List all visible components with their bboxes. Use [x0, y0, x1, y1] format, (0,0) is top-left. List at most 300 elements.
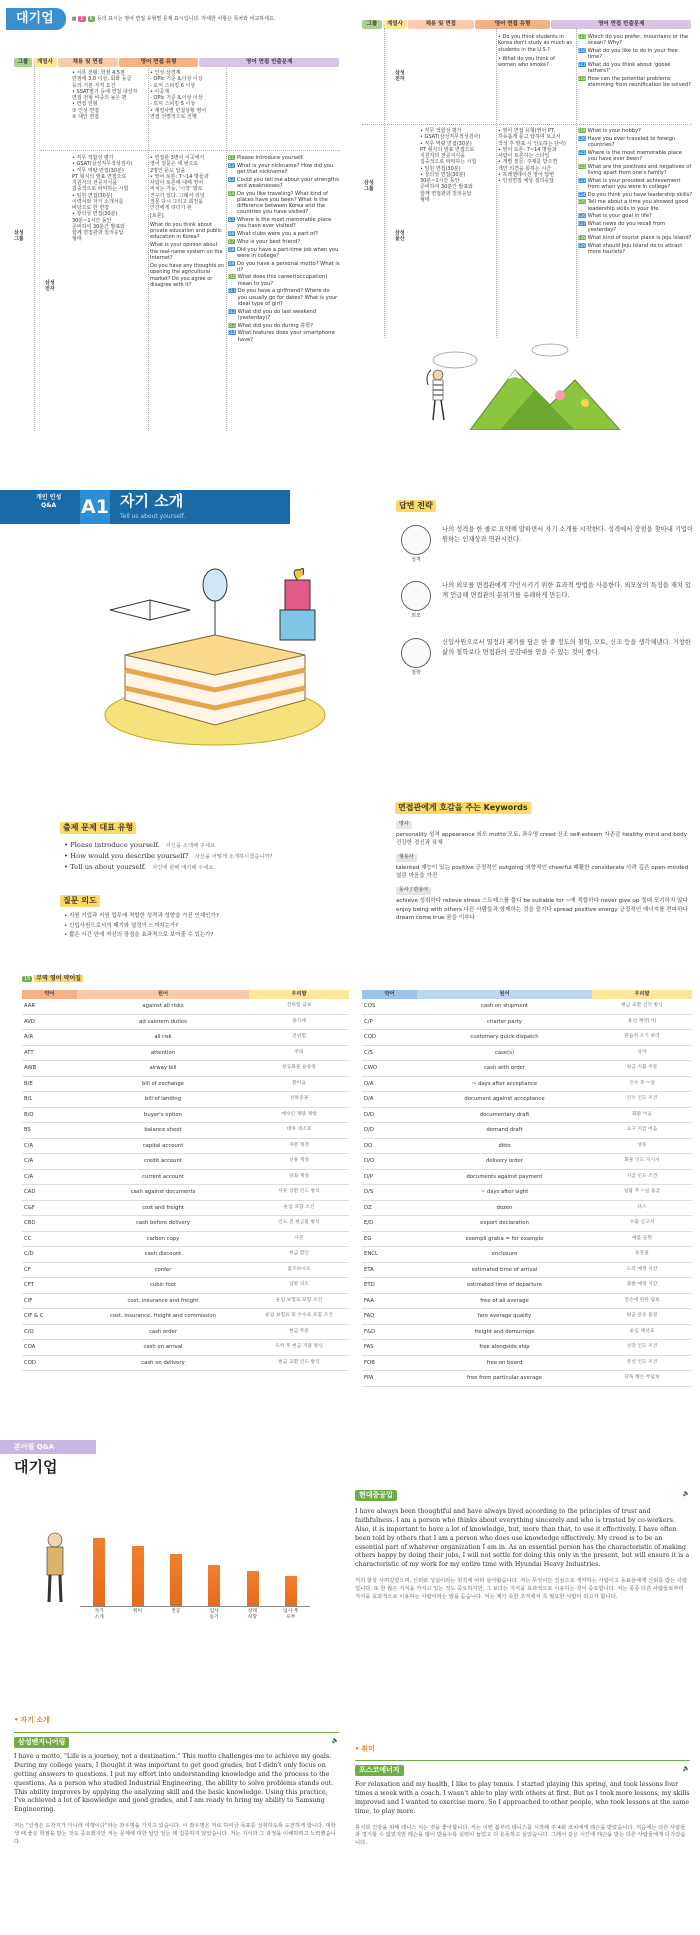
freq-item [64, 862, 324, 873]
korean-cell: 출발 예정 시간 [592, 1278, 692, 1294]
table-row [362, 1045, 692, 1061]
a1-title: 자기 소개 [120, 492, 184, 510]
korean-cell: 인수 인도 조건 [592, 1092, 692, 1108]
face-icon [401, 525, 431, 555]
question-number: E21 [578, 149, 586, 155]
question-text: What should Jeju Island do to attract more tourists? [587, 242, 683, 255]
question-number: E5 [228, 217, 235, 223]
question-number: E4 [228, 190, 235, 196]
abbr-header: 원어 [417, 990, 592, 999]
question-item [578, 178, 693, 190]
freq-title-wrap [60, 822, 136, 834]
table-row [362, 1262, 692, 1278]
table-row [22, 1293, 349, 1309]
korean-cell: 운임 체선료 [592, 1324, 692, 1340]
audio-icon[interactable]: 🔈 [682, 1765, 690, 1772]
korean-cell: 예를 들면 [592, 1231, 692, 1247]
table-row [22, 1138, 349, 1154]
bullet-icon: • [64, 922, 69, 929]
table-row [362, 1014, 692, 1030]
korean-cell: 요구 지급 어음 [592, 1123, 692, 1139]
original-cell: cash on delivery [77, 1355, 249, 1371]
company-type-badge: 대기업 [6, 8, 66, 30]
question-item [578, 62, 693, 74]
abbr-cell: AVD [22, 1014, 77, 1030]
question-text: What are the positives and negatives of living apart from one's family? [587, 163, 692, 176]
abbr-cell: DZ [362, 1200, 417, 1216]
question-item [578, 76, 693, 88]
question-item [228, 191, 340, 216]
self-intro-title: 자기 소개 [20, 1716, 50, 1724]
hyundai-ko: 저의 항상 사려깊었으며, 신뢰와 성실이라는 원칙에 따라 살아왔습니다. 저는 무엇이든 진심으로 생각하는 사람이고 동료들에게 신뢰를 받는 사람입니다. 또 한 많은 지식을 가지고 있는 것도 중요하지만, 그 보다는 지식을 효과적으로 이용하는 것이 중요합니다. 저는 종종 다른 사람들로부터 지식을 효과적으로 이용하는 사람이라는 말을 듣습니다. 저는 제가 속한 조직에서 꼭 필요한 사람이 되고자 합니다. [355, 1578, 688, 1600]
table-row [22, 1355, 349, 1371]
table-row [362, 1371, 692, 1387]
question-item [578, 243, 693, 255]
question-number: E22 [578, 163, 586, 169]
original-cell: confer [77, 1262, 249, 1278]
samsung-ko: 저는 "인생은 도착지가 아니라 여행이다"라는 좌우명을 가지고 있습니다. 이 좌우명은 저로 하여금 목표를 성취하도록 도전하게 합니다. 대학생 때 좋은 학점을 받는 것도 중요했지만 저는 문제에 대한 답만 얻는 데 집중하지 않았습니다. 저는 지식과 그 과정을 이해하려고 노력했습니다. [14, 1823, 336, 1845]
korean-cell: 용선 계약(서) [592, 1014, 692, 1030]
table-row [22, 1076, 349, 1092]
question-item [228, 261, 340, 273]
question-text: What do you like to do in your free time? [587, 47, 678, 61]
a1-category: 개인 인성 Q&A [36, 494, 62, 509]
question-text: What kind of tourist place is Jeju Island? [587, 235, 692, 242]
divider [496, 28, 497, 338]
divider [576, 28, 577, 338]
korean-cell: 대차 대조표 [249, 1123, 349, 1139]
cake-illustration [95, 540, 335, 750]
top-left-header-row [14, 58, 340, 67]
abbr-cell: B/E [22, 1076, 77, 1092]
question-number: E1 [228, 155, 235, 160]
question-text: What is your nickname? How did you get that nickname? [237, 162, 334, 175]
chart-category-label: 취미 [132, 1609, 143, 1614]
freq-ko: 자신에 관해 얘기해 주세요. [152, 865, 216, 872]
abbr-cell: FOB [362, 1355, 417, 1371]
original-cell: documents against payment [417, 1169, 592, 1185]
table-row [22, 1169, 349, 1185]
abbr-cell: C/P [362, 1014, 417, 1030]
abbr-cell: C&F [22, 1200, 77, 1216]
original-cell: fare average quality [417, 1309, 592, 1325]
question-number: E7 [228, 238, 235, 244]
table-row [362, 1076, 692, 1092]
top-right-header-row [362, 20, 692, 29]
kw-label: 명사 [396, 821, 412, 829]
original-cell: cost and freight [77, 1200, 249, 1216]
korean-cell: 선측 인도 조건 [592, 1340, 692, 1356]
row1-type: • 인성·상경계 - OPIc 기준 IL이상 이상 - 토익 스피킹 6 이상 • 이공계 - OPIc 기준 IL이상 이상 - 토익 스피킹 5 이상 • 계열사별 면접상황 영어 면접 선별적으로 진행 [150, 70, 207, 120]
book-icon [401, 638, 431, 668]
original-cell: documentary draft [417, 1107, 592, 1123]
question-number: E13 [228, 322, 236, 328]
strategy-item [396, 638, 696, 676]
korean-cell: 운임 포함 조건 [249, 1200, 349, 1216]
question-number: E23 [578, 177, 586, 183]
audio-icon[interactable]: 🔈 [331, 1737, 339, 1744]
strategy-list [396, 525, 696, 676]
table-row [362, 1247, 692, 1263]
table-row [22, 999, 349, 1015]
intent-title: 질문 의도 [60, 895, 100, 907]
strategy-title: 답변 전략 [396, 500, 436, 512]
kw-text: talented 재능이 있는 positive 긍정적인 outgoing 외향적인 cheerful 쾌활한 considerate 사려 깊은 open-minded 열린 마음을 가진 [396, 864, 689, 880]
legend-note: ■ E K 등의 표시는 영어 면접 유형별 문제 표시입니다. 자세한 사항은 목차와 비교하세요. [71, 16, 276, 22]
posco-head [355, 1765, 690, 1776]
table-row [22, 1123, 349, 1139]
question-item [228, 217, 340, 229]
chart-bar [285, 1576, 297, 1606]
abbr-cell: CF [22, 1262, 77, 1278]
original-cell: against all risks [77, 999, 249, 1015]
abbr-cell: CIF [22, 1293, 77, 1309]
bullet-icon: • [64, 913, 69, 919]
abbr-cell: D/D [362, 1123, 417, 1139]
abbr-cell: COD [22, 1355, 77, 1371]
table-row [362, 1324, 692, 1340]
intent-text: 짧은 시간 안에 자신의 장점을 효과적으로 보여줄 수 있는가? [69, 932, 214, 939]
question-number: E15 [578, 34, 586, 39]
original-cell: cash before delivery [77, 1216, 249, 1232]
question-number: E17 [578, 61, 586, 67]
question-item [228, 163, 340, 175]
abbr-cell: C/A [22, 1169, 77, 1185]
strategy-text: 나의 외모를 면접관에게 각인시키기 위한 효과적 방법을 사용한다. 외모상의 특징을 재치 있게 언급해 면접관의 분위기를 유쾌하게 만든다. [442, 582, 692, 600]
abbr-cell: F&D [362, 1324, 417, 1340]
abbr-cell: C/A [22, 1154, 77, 1170]
bullet-icon: • [64, 841, 71, 849]
korean-cell: 현금 교환 인도 방식 [249, 1355, 349, 1371]
original-cell: carbon copy [77, 1231, 249, 1247]
question-text: Have you ever traveled to foreign countries? [587, 135, 676, 148]
korean-cell: 주의 [249, 1045, 349, 1061]
korean-cell: 인도 전 현금불 방식 [249, 1216, 349, 1232]
table-row [22, 1340, 349, 1356]
samsung-en: I have a motto, "Life is a journey, not a destination." This motto challenges me to achieve my goals. During my college years, I thought it was important to get good grades, but I didn't only focus on getting answers to questions. I put my effort into understanding knowledge and the process to the questions. As a person who studied Industrial Engineering, the ability to solve problems stands out. This ability improves by applying the analyzing skill and the basic knowledge. Using this practice, I've achieved a lot of knowledge and good grades, and I am ready to bring my ability to Samsung Engineering. [14, 1752, 334, 1814]
freq-en: Please introduce yourself. [70, 841, 160, 849]
right-top-types: • Do you think students in Korea don't study as much as students in the U.S.? • What do you think of women who smoke? [498, 34, 573, 68]
hyundai-head [355, 1490, 690, 1501]
original-cell: case(s) [417, 1045, 592, 1061]
abbr-cell: C/O [22, 1324, 77, 1340]
original-cell: dozen [417, 1200, 592, 1216]
kw-title-wrap [395, 802, 531, 814]
question-number: E10 [228, 274, 236, 280]
question-number: E14 [228, 330, 236, 336]
posco-ko: 휴식과 건강을 위해 테니스 치는 것을 좋아합니다. 저는 이번 봄부터 테니스를 시작해 주 4회 코치에게 레슨을 받았습니다. 처음에는 다른 사람들과 경기할 수 없었지만 레슨을 많이 받을수록 실력이 늘었고 더 운동하고 싶었습니다. 그래서 같은 시간에 레슨을 받는 다른 사람들에게 다가갔습니다. [355, 1824, 686, 1846]
question-item [578, 136, 693, 148]
abbr-cell: FAQ [362, 1309, 417, 1325]
korean-cell: 당좌 계정 [249, 1169, 349, 1185]
question-number: E29 [578, 242, 586, 248]
row1-hiring: • 서류 전형: 학점 4.5점 만점에 3.0 이상, 회화 등급 등의 기본 자격 요건 • SSAT필기 등에 면접 대상자 면접 전형 비중의 높은 편 • 면접 전형 ① 인성 면접 ② 대인 면접 [72, 70, 138, 120]
question-number: E11 [228, 288, 236, 294]
korean-cell: 다스 [592, 1200, 692, 1216]
korean-cell: 현금 지불 주문 [592, 1061, 692, 1077]
table-row [22, 1324, 349, 1340]
question-number: E25 [578, 199, 586, 205]
strategy-icon-wrap [396, 638, 436, 676]
question-item [578, 128, 693, 134]
original-cell: ~ days after sight [417, 1185, 592, 1201]
original-cell: cash on shipment [417, 999, 592, 1015]
header-hiring: 채용 및 면접 [408, 20, 474, 29]
bar-chart-labels [80, 1609, 310, 1629]
bullet-icon: • [64, 852, 71, 861]
abbr-cell: CC [22, 1231, 77, 1247]
gift-box-icon [280, 568, 315, 640]
freq-ko: 자신을 소개해 주세요. [165, 843, 217, 849]
question-text: What is your goal in life? [587, 213, 652, 220]
posco-title: 포스코에너지 [355, 1765, 404, 1776]
original-cell: bill of exchange [77, 1076, 249, 1092]
question-text: Tell me about a time you showed good leadership skills in your life. [587, 199, 688, 212]
abbr-title-wrap [22, 975, 83, 983]
original-cell: cash discount [77, 1247, 249, 1263]
korean-cell: 지급 인도 조건 [592, 1169, 692, 1185]
question-number: E12 [228, 308, 236, 314]
question-text: What do you think about 'goose fathers?' [587, 61, 671, 75]
question-number: E18 [578, 75, 586, 81]
question-number: E26 [578, 213, 586, 219]
strategy-label: 성격 [411, 557, 421, 563]
kw-label: 동사 / 관용어 [396, 887, 431, 895]
korean-cell: 상동 [592, 1138, 692, 1154]
korean-cell: 일람 후 ~일 출급 [592, 1185, 692, 1201]
hyundai-box [355, 1490, 690, 1601]
kw-group [396, 886, 691, 923]
mountain-illustration [400, 335, 630, 430]
original-cell: charter party [417, 1014, 592, 1030]
korean-cell: 도착 후 현금 지불 방식 [249, 1340, 349, 1356]
audio-icon[interactable]: 🔈 [682, 1490, 690, 1497]
hiker-icon [427, 370, 444, 420]
table-row [22, 1231, 349, 1247]
original-cell: customary quick dispatch [417, 1030, 592, 1046]
question-text: Do you have a personal motto? What is it? [237, 260, 340, 273]
original-cell: delivery order [417, 1154, 592, 1170]
korean-cell: 수출 신고서 [592, 1216, 692, 1232]
korean-cell: 사본 [249, 1231, 349, 1247]
freq-item [64, 851, 324, 862]
original-cell: buyer's option [77, 1107, 249, 1123]
freq-ko: 자신을 어떻게 소개하시겠습니까? [194, 854, 273, 861]
kw-text: personality 성격 appearance 외모 motto 모토, 좌우명 creed 신조 self-esteem 자존감 healthy mind and body 건강한 정신과 육체 [396, 831, 688, 847]
group-label: 삼성 그룹 [14, 230, 24, 243]
legend-mark-k: K [89, 16, 93, 22]
korean-cell: 관습적 조기 하역 [592, 1030, 692, 1046]
question-item [228, 309, 340, 321]
questions-right-top-list [578, 34, 693, 90]
abbr-cell: C/A [22, 1138, 77, 1154]
question-item [228, 239, 340, 245]
original-cell: estimated time of arrival [417, 1262, 592, 1278]
header-questions: 영어 면접 빈출문제 [551, 20, 691, 29]
abbr-cell: AAR [22, 999, 77, 1015]
right-affiliate-2: 삼성 물산 [395, 230, 405, 243]
original-cell: all risk [77, 1030, 249, 1046]
abbr-cell: CIF & C [22, 1309, 77, 1325]
table-row [22, 1278, 349, 1294]
intent-item [64, 912, 324, 922]
strategy-text: 나의 성격을 한 줄로 요약해 말하면서 자기 소개를 시작한다. 성격에서 장점을 찾아내 기업이 원하는 인재상과 연관시킨다. [442, 526, 694, 544]
abbr-cell: ETA [362, 1262, 417, 1278]
original-cell: attention [77, 1045, 249, 1061]
abbr-cell: D/A [362, 1076, 417, 1092]
abbr-cell: ETD [362, 1278, 417, 1294]
table-row [362, 1185, 692, 1201]
profile-icon [401, 581, 431, 611]
header-group: 그룹 [362, 20, 382, 29]
korean-cell: 현금 교환 선적 방식 [592, 999, 692, 1015]
original-cell: document against acceptance [417, 1092, 592, 1108]
table-row [22, 1216, 349, 1232]
question-text: What is your hobby? [587, 128, 641, 134]
question-number: E24 [578, 191, 586, 197]
chart-bar [93, 1538, 105, 1606]
chart-category-label: 자기 소개 [94, 1609, 104, 1620]
korean-cell: 동봉물 [592, 1247, 692, 1263]
table-row [362, 1340, 692, 1356]
abbr-cell: ENCL [362, 1247, 417, 1263]
original-cell: cash against documents [77, 1185, 249, 1201]
korean-cell: 현금 할인 [249, 1247, 349, 1263]
korean-cell: 전위험 담보 [249, 999, 349, 1015]
korean-cell: 단독 해손 부담보 [592, 1371, 692, 1387]
abbr-cell: D/A [362, 1092, 417, 1108]
question-item [578, 221, 693, 233]
abbr-cell: D/S [362, 1185, 417, 1201]
original-cell: free on board [417, 1355, 592, 1371]
korean-cell: 참조하시오 [249, 1262, 349, 1278]
original-cell: airway bill [77, 1061, 249, 1077]
divider [34, 66, 35, 431]
question-text: How can the potential problems stemming from reunification be solved? [587, 75, 691, 89]
intent-text: 지원 기업과 지원 업무에 적합한 성격과 성향을 가진 인재인가? [69, 913, 219, 919]
question-text: Who is your best friend? [237, 238, 301, 245]
header-type: 영어 면접 유형 [119, 58, 199, 67]
question-number: E20 [578, 135, 586, 141]
abbr-cell: C/S [362, 1045, 417, 1061]
strategy-item [396, 581, 696, 619]
abbr-cell: COS [362, 999, 417, 1015]
question-text: Could you tell me about your strengths and weaknesses? [237, 176, 339, 189]
korean-cell: 서류 상환 인도 방식 [249, 1185, 349, 1201]
a1-code: A1 [80, 490, 110, 524]
bar-chart [80, 1535, 310, 1607]
table-row [22, 1014, 349, 1030]
table-row [362, 1123, 692, 1139]
abbr-cell: CFT [22, 1278, 77, 1294]
table-row [362, 1309, 692, 1325]
bullet-icon: • [14, 1716, 19, 1724]
abbr-cell: CQD [362, 1030, 417, 1046]
divider [226, 66, 227, 431]
question-item [228, 323, 340, 329]
abbr-cell: COA [22, 1340, 77, 1356]
original-cell: cash order [77, 1324, 249, 1340]
divider [362, 124, 692, 125]
korean-cell: 항공화물 운송장 [249, 1061, 349, 1077]
korean-cell: 전손에 한한 담보 [592, 1293, 692, 1309]
original-cell: cash on arrival [77, 1340, 249, 1356]
right-hiring-2: • 직무 적합성 평가 • GSAT(삼성직무적성검사) • 직무 역량 면접(30분) PT 형식의 발표 면접으로 지원자의 전공지식을 집중적으로 파악하는 시험 • 임원 면접(30분) • 창의성 면접(30분) 30분~1시간 동안 준비하여 30분간 발표와 함께 면접관과 질의응답 형태 [420, 128, 481, 203]
samsung-box [14, 1732, 339, 1846]
question-number: E28 [578, 235, 586, 241]
hyundai-en: I have always been thoughtful and have always lived according to the principles of trust and faithfulness. I am a person who thinks about everything sincerely and who is trusted by co-workers. Also, it is important to have a lot of knowledge, but, more than that, to use it effectively. I have often been told by others that I am a person who does use knowledge effectively. My creed is to be an essential part of whatever organization I am in. As an essential person has the characteristic of making others happy by doing their jobs, I will not settle for doing this only in the present, but will ensure it is a characteristic of my work for my entire time with Hyundai Heavy Industries. [355, 1507, 690, 1569]
abbr-cell: A/R [22, 1030, 77, 1046]
original-cell: ad valorem duties [77, 1014, 249, 1030]
table-row [362, 1200, 692, 1216]
abbr-header: 원어 [77, 990, 249, 999]
chart-bar [132, 1546, 144, 1606]
freq-list [64, 840, 324, 874]
korean-cell: 전위험 [249, 1030, 349, 1046]
abbr-cell: FPA [362, 1371, 417, 1387]
strategy-label: 외모 [411, 613, 421, 620]
question-item [578, 192, 693, 198]
freq-item [64, 840, 324, 851]
abbr-title: 무역 영어 약어집 [36, 975, 82, 982]
header-affiliate: 계열사 [33, 58, 57, 67]
question-item [578, 150, 693, 162]
korean-cell: 도착 예정 시간 [592, 1262, 692, 1278]
question-item [578, 34, 693, 46]
strategy-icon-wrap [396, 525, 436, 563]
table-row [362, 1030, 692, 1046]
question-item [578, 213, 693, 219]
kw-title: 면접관에게 호감을 주는 Keywords [395, 802, 531, 814]
korean-cell: 신용 계정 [249, 1154, 349, 1170]
abbr-cell: BS [22, 1123, 77, 1139]
samsung-head [14, 1737, 339, 1748]
kw-label: 형용사 [396, 854, 417, 862]
original-cell: balance sheet [77, 1123, 249, 1139]
header-affiliate: 계열사 [383, 20, 407, 29]
question-text: What did you do last weekend (yesterday)? [237, 308, 317, 321]
table-row [362, 1061, 692, 1077]
question-number: E9 [228, 260, 235, 266]
question-item [228, 177, 340, 189]
abbr-table-right [362, 990, 692, 1387]
header-group: 그룹 [14, 58, 32, 67]
strategy-item [396, 525, 696, 563]
korean-cell: 현금 주문 [249, 1324, 349, 1340]
table-row [22, 1247, 349, 1263]
mirror-icon [203, 569, 227, 635]
question-number: E16 [578, 47, 586, 53]
chart-bar [208, 1565, 220, 1606]
abbr-cell: CWO [362, 1061, 417, 1077]
original-cell: ~ days after acceptance [417, 1076, 592, 1092]
original-cell: capital account [77, 1138, 249, 1154]
freq-title: 출제 문제 대표 유형 [60, 822, 136, 834]
table-row [22, 1309, 349, 1325]
question-text: What is your proudest achievement from when you were in college? [587, 177, 681, 190]
original-cell: cubic foot [77, 1278, 249, 1294]
strategy-icon-wrap [396, 581, 436, 619]
original-cell: cost, insurance and freight [77, 1293, 249, 1309]
questions-left-list [228, 155, 340, 344]
question-item [578, 235, 693, 241]
table-row [362, 1231, 692, 1247]
abbr-cell: B/O [22, 1107, 77, 1123]
korean-cell: 본선 인도 조건 [592, 1355, 692, 1371]
abbr-cell: FAS [362, 1340, 417, 1356]
strategy-text: 신입사원으로서 열정과 패기를 담은 한 줄 정도의 철학, 모토, 신조 등을 생각해낸다. 거창한 삶의 철학보다 면접관의 공감대를 얻을 수 있는 것이 좋다. [442, 638, 692, 656]
abbr-cell: C/D [22, 1247, 77, 1263]
